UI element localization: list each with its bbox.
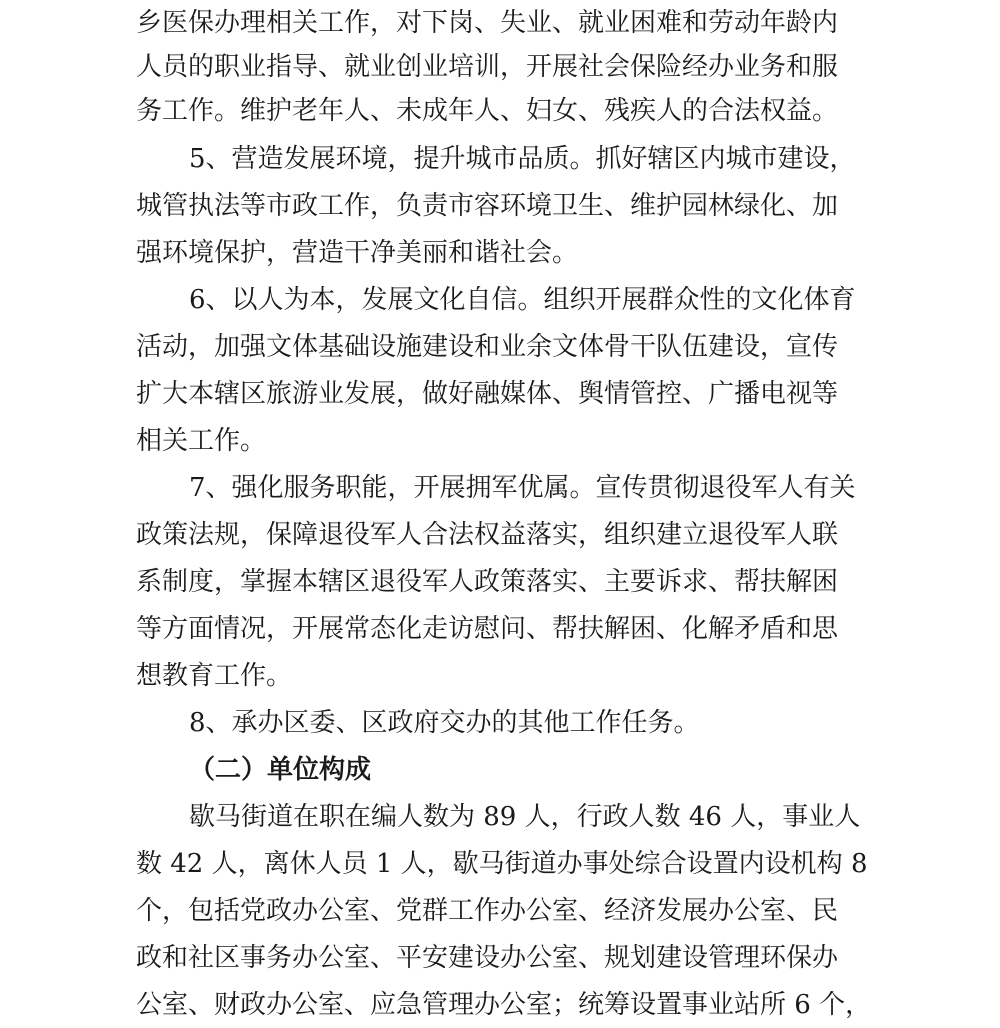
paragraph-5-line-2: 城管执法等市政工作，负责市容环境卫生、维护园林绿化、加 bbox=[136, 191, 839, 221]
paragraph-7-line-5: 想教育工作。 bbox=[136, 661, 293, 691]
paragraph-7-line-2: 政策法规，保障退役军人合法权益落实，组织建立退役军人联 bbox=[136, 520, 839, 550]
staff-paragraph-line-5: 公室、财政办公室、应急管理办公室；统筹设置事业站所 6 个， bbox=[136, 990, 872, 1020]
paragraph-8-line-1: 8、承办区委、区政府交办的其他工作任务。 bbox=[189, 708, 700, 738]
staff-paragraph-line-4: 政和社区事务办公室、平安建设办公室、规划建设管理环保办 bbox=[136, 943, 839, 973]
text-line-1: 乡医保办理相关工作，对下岗、失业、就业困难和劳动年龄内 bbox=[136, 8, 839, 38]
text-line-3: 务工作。维护老年人、未成年人、妇女、残疾人的合法权益。 bbox=[136, 96, 839, 126]
staff-paragraph-line-3: 个，包括党政办公室、党群工作办公室、经济发展办公室、民 bbox=[136, 896, 839, 926]
paragraph-6-line-4: 相关工作。 bbox=[136, 426, 267, 456]
paragraph-5-line-3: 强环境保护，营造干净美丽和谐社会。 bbox=[136, 238, 579, 268]
paragraph-6-line-3: 扩大本辖区旅游业发展，做好融媒体、舆情管控、广播电视等 bbox=[136, 379, 839, 409]
paragraph-7-line-3: 系制度，掌握本辖区退役军人政策落实、主要诉求、帮扶解困 bbox=[136, 567, 839, 597]
section-heading-unit-composition: （二）单位构成 bbox=[189, 755, 372, 785]
paragraph-7-line-1: 7、强化服务职能，开展拥军优属。宣传贯彻退役军人有关 bbox=[189, 473, 856, 503]
staff-paragraph-line-2: 数 42 人，离休人员 1 人，歇马街道办事处综合设置内设机构 8 bbox=[136, 849, 868, 879]
paragraph-6-line-1: 6、以人为本，发展文化自信。组织开展群众性的文化体育 bbox=[189, 285, 856, 315]
paragraph-5-line-1: 5、营造发展环境，提升城市品质。抓好辖区内城市建设， bbox=[189, 144, 856, 174]
paragraph-7-line-4: 等方面情况，开展常态化走访慰问、帮扶解困、化解矛盾和思 bbox=[136, 614, 839, 644]
paragraph-6-line-2: 活动，加强文体基础设施建设和业余文体骨干队伍建设，宣传 bbox=[136, 332, 839, 362]
staff-paragraph-line-1: 歇马街道在职在编人数为 89 人，行政人数 46 人，事业人 bbox=[189, 802, 861, 832]
text-line-2: 人员的职业指导、就业创业培训，开展社会保险经办业务和服 bbox=[136, 52, 839, 82]
